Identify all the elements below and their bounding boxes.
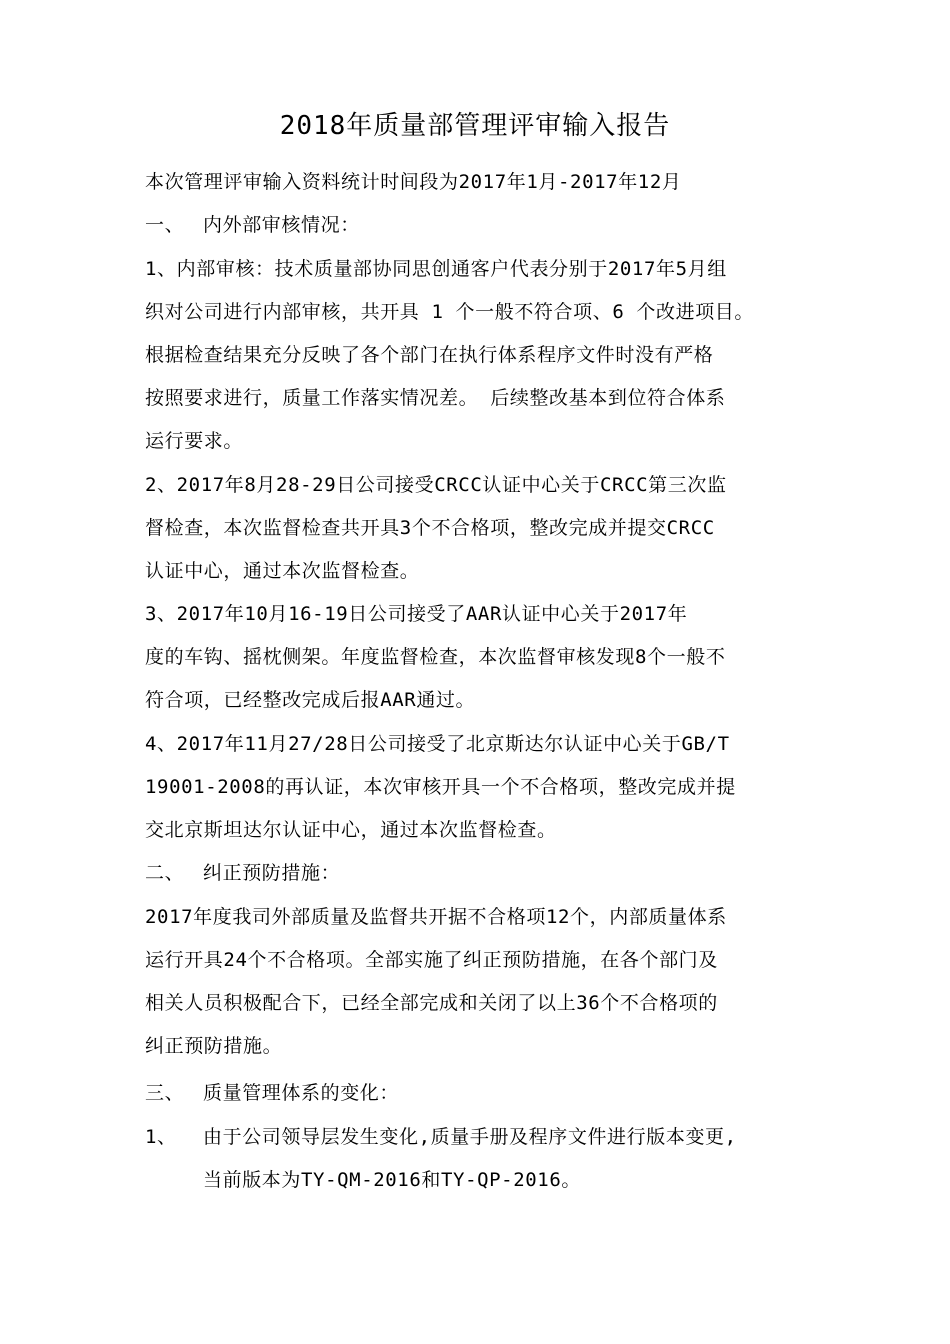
list-item-continuation: 当前版本为TY-QM-2016和TY-QP-2016。 [203,1169,581,1191]
list-item-text: 由于公司领导层发生变化,质量手册及程序文件进行版本变更, [203,1126,737,1148]
paragraph-line: 相关人员积极配合下，已经全部完成和关闭了以上36个不合格项的 [145,992,718,1014]
paragraph-line: 19001-2008的再认证，本次审核开具一个不合格项，整改完成并提 [145,776,736,798]
paragraph-line: 3、2017年10月16-19日公司接受了AAR认证中心关于2017年 [145,603,688,625]
section-3-title: 质量管理体系的变化： [203,1082,400,1104]
paragraph-line: 织对公司进行内部审核，共开具 1 个一般不符合项、6 个改进项目。 [145,301,754,323]
paragraph-line: 交北京斯坦达尔认证中心，通过本次监督检查。 [145,819,557,841]
paragraph-line: 认证中心，通过本次监督检查。 [145,560,420,582]
paragraph-line: 根据检查结果充分反映了各个部门在执行体系程序文件时没有严格 [145,344,714,366]
section-3-heading [145,1079,399,1107]
paragraph-line: 2、2017年8月28-29日公司接受CRCC认证中心关于CRCC第三次监 [145,474,727,496]
paragraph-line: 运行开具24个不合格项。全部实施了纠正预防措施，在各个部门及 [145,949,718,971]
paragraph-line: 运行要求。 [145,430,244,452]
section-1-number: 一、 [145,214,185,236]
paragraph-line: 督检查，本次监督检查共开具3个不合格项，整改完成并提交CRCC [145,517,715,539]
section-1-heading [145,211,360,239]
period-statement: 本次管理评审输入资料统计时间段为2017年1月-2017年12月 [145,171,682,193]
section-3-number: 三、 [145,1082,185,1104]
paragraph-line: 4、2017年11月27/28日公司接受了北京斯达尔认证中心关于GB/T [145,733,730,755]
list-item [145,1123,737,1151]
section-2-heading [145,859,340,887]
paragraph-line: 2017年度我司外部质量及监督共开据不合格项12个，内部质量体系 [145,906,727,928]
paragraph-line: 1、内部审核：技术质量部协同思创通客户代表分别于2017年5月组 [145,258,727,280]
section-1-title: 内外部审核情况： [203,214,360,236]
paragraph-line: 度的车钩、摇枕侧架。年度监督检查，本次监督审核发现8个一般不 [145,646,726,668]
paragraph-line: 符合项，已经整改完成后报AAR通过。 [145,689,476,711]
section-2-number: 二、 [145,862,185,884]
list-item-number: 1、 [145,1126,177,1148]
document-title: 2018年质量部管理评审输入报告 [279,111,671,141]
paragraph-line: 纠正预防措施。 [145,1035,283,1057]
section-2-title: 纠正预防措施： [203,862,341,884]
paragraph-line: 按照要求进行，质量工作落实情况差。 后续整改基本到位符合体系 [145,387,726,409]
